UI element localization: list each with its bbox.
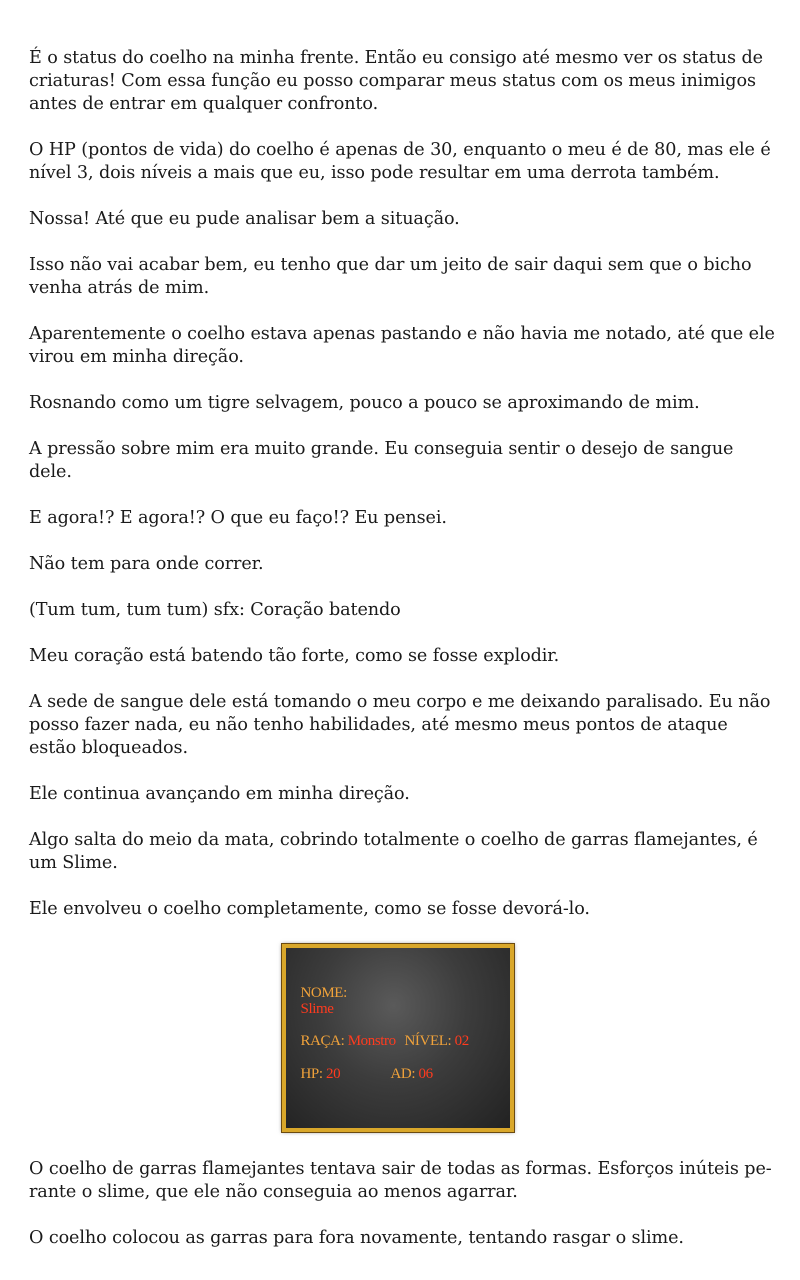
paragraph: O coelho colocou as garras para fora novamente, tentando rasgar o slime. xyxy=(29,1228,684,1248)
race-label: RAÇA: xyxy=(300,1033,345,1049)
paragraph: Ele continua avançando em minha direção. xyxy=(29,784,410,804)
paragraph: Aparentemente o coelho estava apenas pastando e não havia me notado, até que ele virou em minha direção. xyxy=(29,324,775,367)
paragraph: Rosnando como um tigre selvagem, pouco a pouco se aproximando de mim. xyxy=(29,393,700,413)
chapter-text xyxy=(29,47,777,1273)
name-label: NOME: xyxy=(300,985,347,1001)
paragraph: Ele envolveu o coelho completamente, como se fosse devorá-lo. xyxy=(29,899,590,919)
paragraph: E agora!? E agora!? O que eu faço!? Eu pensei. xyxy=(29,508,447,528)
level-label: NÍVEL: xyxy=(404,1033,452,1049)
level-value: 02 xyxy=(454,1033,469,1049)
paragraph: O HP (pontos de vida) do coelho é apenas de 30, enquanto o meu é de 80, mas ele é nível 3, dois níveis a mais que eu, isso pode resultar em uma derrota também. xyxy=(29,140,771,183)
status-window xyxy=(282,944,514,1132)
paragraph: A sede de sangue dele está tomando o meu corpo e me deixando paralisado. Eu não posso fazer nada, eu não tenho habilidades, até mesmo meus pontos de ataque estão bloqueados. xyxy=(29,692,771,758)
hp-label: HP: xyxy=(300,1066,323,1082)
paragraph: Nossa! Até que eu pude analisar bem a situação. xyxy=(29,209,460,229)
paragraph: É o status do coelho na minha frente. Então eu consigo até mesmo ver os status de criaturas! Com essa função eu posso comparar meus status com os meus inimigos antes de entrar em qualquer confronto. xyxy=(29,48,763,114)
paragraph: Meu coração está batendo tão forte, como se fosse explodir. xyxy=(29,646,560,666)
name-value: Slime xyxy=(300,1001,334,1017)
status-window-wrapper xyxy=(29,944,777,1132)
paragraph: (Tum tum, tum tum) sfx: Coração batendo xyxy=(29,600,401,620)
paragraph: A pressão sobre mim era muito grande. Eu conseguia sentir o desejo de sangue dele. xyxy=(29,439,734,482)
ad-value: 06 xyxy=(418,1066,433,1082)
paragraph: O coelho de garras flamejantes tentava sair de todas as formas. Esforços inúteis pe-rante o slime, que ele não conseguia ao menos agarrar. xyxy=(29,1159,772,1202)
paragraph: Isso não vai acabar bem, eu tenho que dar um jeito de sair daqui sem que o bicho venha atrás de mim. xyxy=(29,255,752,298)
paragraph: Algo salta do meio da mata, cobrindo totalmente o coelho de garras flamejantes, é um Slime. xyxy=(29,830,758,873)
paragraph: Não tem para onde correr. xyxy=(29,554,264,574)
ad-label: AD: xyxy=(390,1066,416,1082)
hp-value: 20 xyxy=(326,1066,341,1082)
race-value: Monstro xyxy=(347,1033,396,1049)
